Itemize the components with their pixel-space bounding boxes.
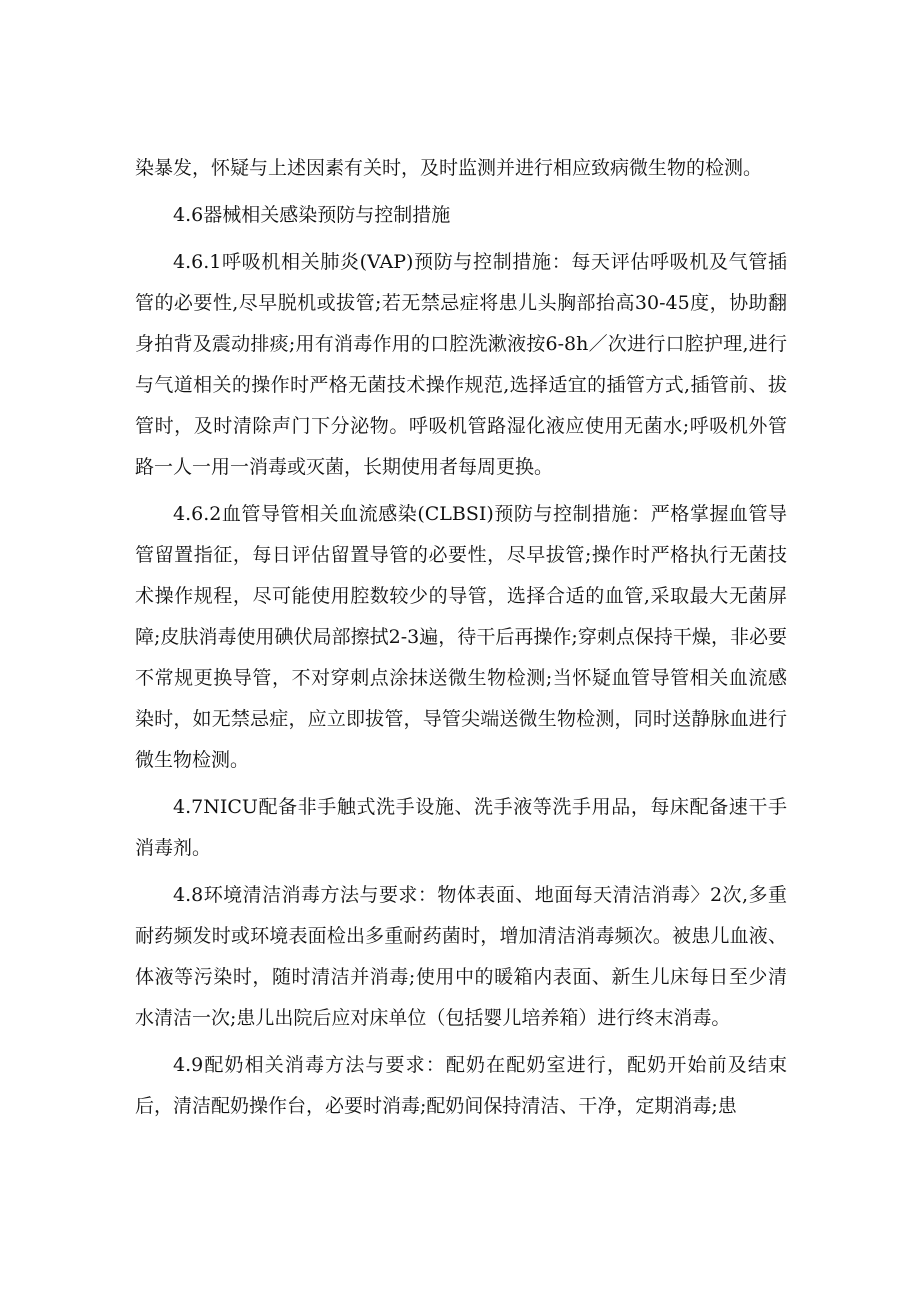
document-body: [135, 148, 787, 1133]
section-heading-4-6: 4.6器械相关感染预防与控制措施: [173, 204, 451, 226]
paragraph-4-8-environment: 4.8环境清洁消毒方法与要求：物体表面、地面每天清洁消毒〉2次,多重耐药频发时或环境表面检出多重耐药菌时，增加清洁消毒频次。被患儿血液、体液等污染时，随时清洁并消毒;使用中的暖箱内表面、新生儿床每日至少清水清洁一次;患儿出院后应对床单位（包括婴儿培养箱）进行终末消毒。: [135, 884, 787, 1029]
paragraph-4-6-2-clbsi: 4.6.2血管导管相关血流感染(CLBSI)预防与控制措施：严格掌握血管导管留置指征，每日评估留置导管的必要性，尽早拔管;操作时严格执行无菌技术操作规程，尽可能使用腔数较少的导管，选择合适的血管,采取最大无菌屏障;皮肤消毒使用碘伏局部擦拭2-3遍，待干后再操作;穿刺点保持干燥，非必要不常规更换导管，不对穿刺点涂抹送微生物检测;当怀疑血管导管相关血流感染时，如无禁忌症，应立即拔管，导管尖端送微生物检测，同时送静脉血进行微生物检测。: [135, 503, 787, 771]
paragraph-4-6-1-vap: 4.6.1呼吸机相关肺炎(VAP)预防与控制措施：每天评估呼吸机及气管插管的必要性,尽早脱机或拔管;若无禁忌症将患儿头胸部抬高30-45度，协助翻身拍背及震动排痰;用有消毒作用的口腔洗漱液按6-8h／次进行口腔护理,进行与气道相关的操作时严格无菌技术操作规范,选择适宜的插管方式,插管前、拔管时，及时清除声门下分泌物。呼吸机管路湿化液应使用无菌水;呼吸机外管路一人一用一消毒或灭菌，长期使用者每周更换。: [135, 251, 787, 478]
paragraph-continuation: 染暴发，怀疑与上述因素有关时，及时监测并进行相应致病微生物的检测。: [135, 157, 763, 179]
paragraph-4-9-milk-prep: 4.9配奶相关消毒方法与要求：配奶在配奶室进行，配奶开始前及结束后，清洁配奶操作台，必要时消毒;配奶间保持清洁、干净，定期消毒;患: [135, 1054, 787, 1117]
paragraph-4-7-hand-hygiene: 4.7NICU配备非手触式洗手设施、洗手液等洗手用品，每床配备速干手消毒剂。: [135, 796, 787, 859]
